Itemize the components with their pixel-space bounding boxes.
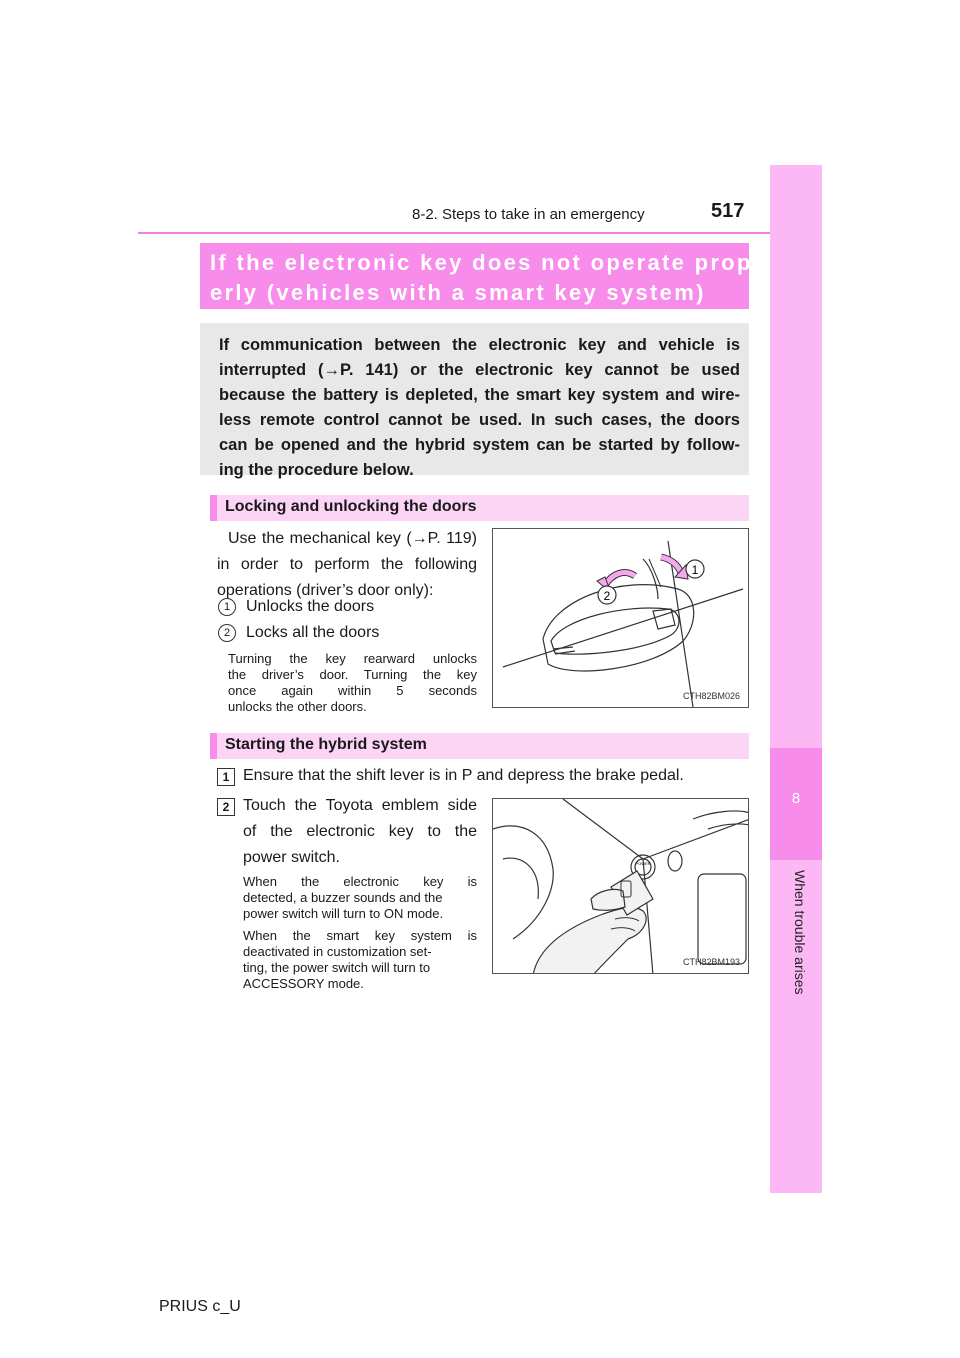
step-text-unlock: Unlocks the doors	[246, 598, 375, 615]
page-number: 517	[711, 200, 745, 222]
locking-note-line: once again within 5 seconds	[228, 683, 477, 698]
power-label: POWER	[635, 861, 651, 866]
figure-code: CTH82BM193	[682, 957, 740, 967]
side-label-wrap	[792, 870, 933, 995]
starting-note-line: detected, a buzzer sounds and the	[243, 890, 443, 905]
locking-note-line: unlocks the other doors.	[228, 699, 367, 714]
step2-line: power switch.	[243, 849, 340, 866]
locking-intro-line: operations (driver’s door only):	[217, 582, 434, 599]
power-switch-illustration	[493, 799, 749, 974]
side-tab	[770, 165, 822, 1193]
chapter-number: 8	[791, 790, 801, 807]
callout-1: 1	[691, 563, 699, 577]
footer-model: PRIUS c_U	[159, 1298, 241, 1315]
intro-line: interrupted (→P. 141) or the electronic key cannot be used	[219, 361, 740, 379]
step-text-lock: Locks all the doors	[246, 624, 380, 641]
starting-note-line: ACCESSORY mode.	[243, 976, 364, 991]
step-marker-2: 2	[218, 624, 236, 642]
section-heading-locking	[210, 495, 749, 521]
step-marker-1: 1	[218, 598, 236, 616]
starting-note-line: ting, the power switch will turn to	[243, 960, 431, 975]
intro-box	[200, 323, 749, 479]
title-line-2: erly (vehicles with a smart key system)	[210, 280, 706, 305]
locking-note-line: Turning the key rearward unlocks	[228, 651, 477, 666]
door-handle-illustration	[493, 529, 749, 708]
section-heading-text: Locking and unlocking the doors	[225, 498, 477, 515]
intro-line: because the battery is depleted, the smart key system and wire-	[219, 386, 740, 404]
intro-line: can be opened and the hybrid system can be started by follow-	[219, 436, 740, 454]
step2-line: of the electronic key to the	[243, 823, 477, 840]
chapter-label: When trouble arises	[792, 870, 808, 995]
locking-intro-line: Use the mechanical key (→P. 119)	[228, 530, 477, 547]
callout-2: 2	[603, 589, 611, 603]
step1-text: Ensure that the shift lever is in P and depress the brake pedal.	[243, 767, 684, 784]
door-handle-figure	[492, 528, 749, 708]
starting-note-line: deactivated in customization set-	[243, 944, 432, 959]
locking-note-line: the driver’s door. Turning the key	[228, 667, 477, 682]
intro-line: less remote control cannot be used. In such cases, the doors	[219, 411, 740, 429]
locking-intro-line: in order to perform the following	[217, 556, 477, 573]
starting-note-line: power switch will turn to ON mode.	[243, 906, 444, 921]
header-rule	[138, 232, 822, 234]
power-switch-figure	[492, 798, 749, 974]
starting-note-line: When the smart key system is	[243, 928, 477, 943]
intro-line: If communication between the electronic key and vehicle is	[219, 336, 740, 354]
step-box-1: 1	[217, 768, 235, 786]
title-line-1: If the electronic key does not operate prop-	[210, 250, 763, 275]
starting-note-line: When the electronic key is	[243, 874, 477, 889]
running-header: 8-2. Steps to take in an emergency	[412, 206, 645, 223]
step2-line: Touch the Toyota emblem side	[243, 797, 477, 814]
intro-line: ing the procedure below.	[219, 461, 414, 479]
title-banner	[200, 243, 763, 309]
section-heading-starting	[210, 733, 749, 759]
step-box-2: 2	[217, 798, 235, 816]
figure-code: CTH82BM026	[682, 691, 740, 701]
section-heading-text: Starting the hybrid system	[225, 736, 427, 753]
